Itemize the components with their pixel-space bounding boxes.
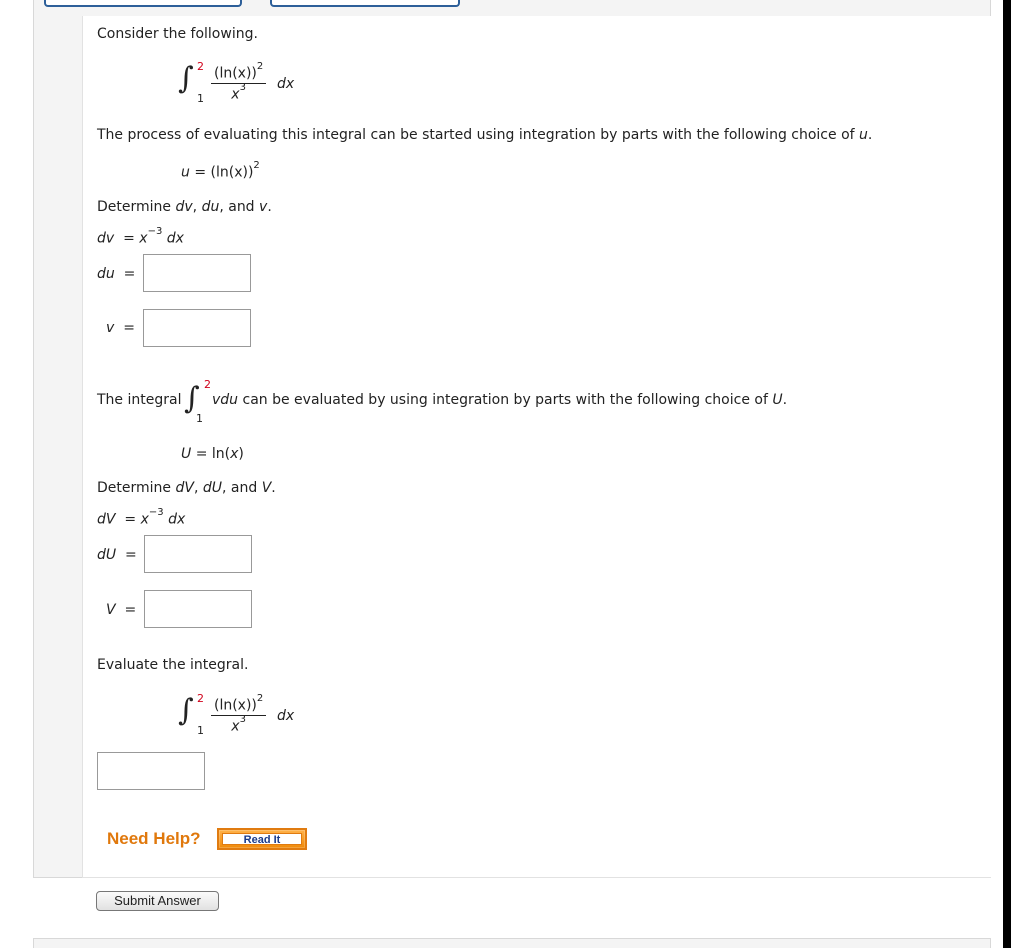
u-choice: $u = (\ln(x))^2$: [181, 160, 260, 181]
v-label: v =: [106, 320, 135, 336]
evaluate-text: Evaluate the integral.: [97, 657, 249, 673]
dU-label: dU =: [97, 547, 137, 563]
integral-sign-3: ∫: [178, 693, 194, 728]
need-help-label: Need Help?: [107, 829, 201, 848]
differential: dx: [277, 76, 295, 92]
read-it-label: Read It: [222, 833, 302, 845]
determine-2: Determine dV, dU, and V.: [97, 480, 276, 496]
integrand-fraction: $\frac{(\ln(x))^2}{x^3}$: [211, 64, 266, 102]
upper-limit-3: 2: [197, 692, 204, 705]
integral-sign-2: ∫: [184, 381, 200, 416]
integral-display: [178, 60, 318, 110]
upper-limit: 2: [197, 60, 204, 73]
integral-sign: ∫: [178, 61, 194, 96]
second-prefix: The integral: [97, 392, 182, 408]
window-edge: [1003, 0, 1011, 948]
lower-limit-2: 1: [196, 412, 203, 425]
process-text: The process of evaluating this integral can be started using integration by parts with the following choice of u.: [97, 127, 873, 143]
determine-1: Determine dv, du, and v.: [97, 199, 272, 215]
dU-input[interactable]: [144, 535, 252, 573]
tab-right[interactable]: [270, 0, 460, 7]
integral-display-2: [178, 692, 318, 742]
v-input[interactable]: [143, 309, 251, 347]
du-label: du =: [97, 266, 136, 282]
final-answer-input[interactable]: [97, 752, 205, 790]
du-input[interactable]: [143, 254, 251, 292]
V-input[interactable]: [144, 590, 252, 628]
tab-left[interactable]: [44, 0, 242, 7]
intro-text: Consider the following.: [97, 26, 258, 42]
lower-limit: 1: [197, 92, 204, 105]
integrand-fraction-2: $\frac{(\ln(x))^2}{x^3}$: [211, 696, 266, 734]
upper-limit-2: 2: [204, 378, 211, 391]
V-label: V =: [106, 602, 137, 618]
read-it-button[interactable]: [217, 828, 307, 850]
dV-row: dV = $x^{-3}$ dx: [97, 507, 186, 528]
lower-limit-3: 1: [197, 724, 204, 737]
differential-2: dx: [277, 708, 295, 724]
U-choice: U = ln(x): [181, 446, 244, 462]
second-rest: vdu can be evaluated by using integration by parts with the following choice of U.: [212, 392, 788, 408]
dv-row: dv = $x^{-3}$ dx: [97, 226, 184, 247]
second-integral: [184, 378, 214, 428]
submit-answer-button[interactable]: Submit Answer: [96, 891, 219, 911]
next-question-panel: [33, 938, 991, 948]
